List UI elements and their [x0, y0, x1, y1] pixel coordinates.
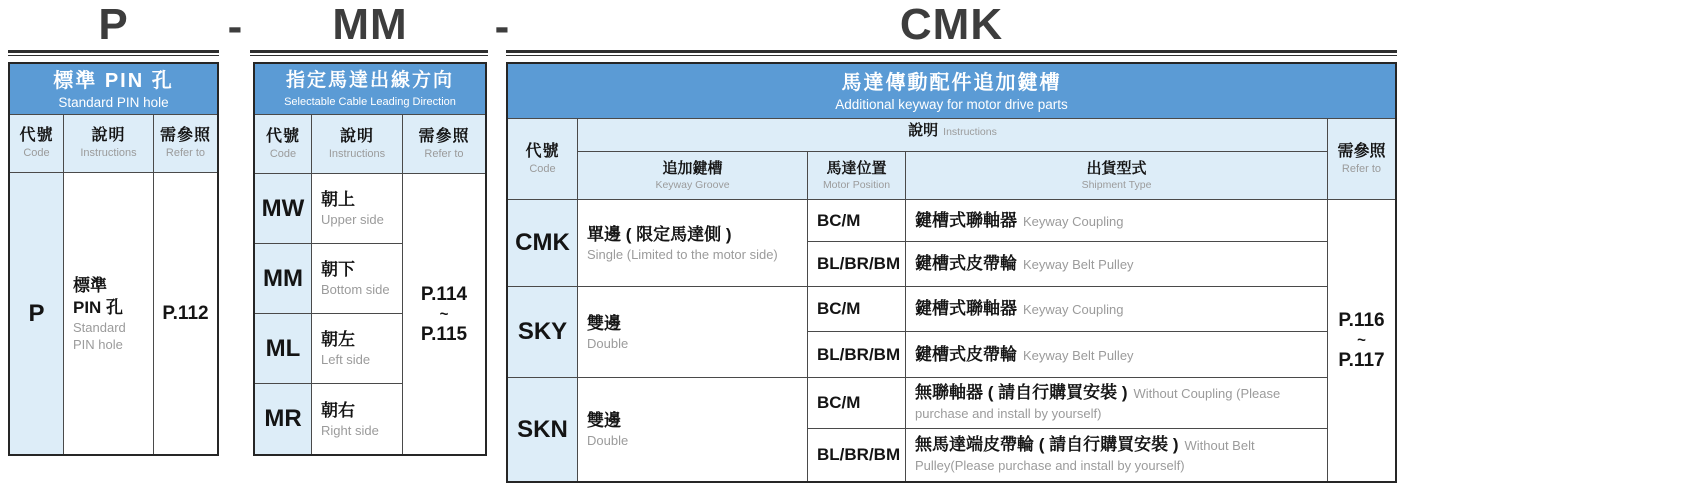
- skn-motor-position-2: [808, 429, 905, 481]
- cmk-motor-position-1: [808, 200, 905, 241]
- cmk-ship-1-en: Keyway Coupling: [1023, 213, 1124, 229]
- cable-refer-to: P.115: [420, 323, 468, 345]
- pin-instruction-cell: [64, 173, 153, 454]
- pin-instr-en-line1: Standard: [73, 319, 126, 335]
- table-header-cable-zh: 指定馬達出線方向: [285, 69, 454, 91]
- keyway-groove-cell-skn: [578, 378, 807, 481]
- cable-instruction-cell-mm: [312, 244, 402, 313]
- pin-instr-zh-line2: PIN 孔: [73, 297, 124, 317]
- keyway-code-header-zh: 代號: [525, 142, 560, 160]
- pin-refer-header-en: Refer to: [165, 147, 206, 159]
- cable-instr-header-zh: 說明: [339, 127, 374, 145]
- cable-column-header-instructions: [312, 115, 402, 173]
- cmk-pos-1: BC/M: [817, 210, 861, 230]
- keyway-instr-header-en: Instructions: [943, 126, 997, 138]
- cable-refer-cell: [403, 174, 485, 454]
- skn-ship-2-zh: 無馬達端皮帶輪 ( 請自行購買安裝 ): [915, 435, 1179, 454]
- pin-refer-header-zh: 需參照: [159, 127, 211, 144]
- keyway-column-header-code: [508, 119, 577, 199]
- sky-shipment-1: [906, 287, 1327, 331]
- keyway-instr-header-zh: 說明: [908, 122, 939, 139]
- skn-motor-position-1: [808, 378, 905, 428]
- keyway-column-header-instructions: [578, 119, 1327, 151]
- keyway-groove-cell-cmk: [578, 200, 807, 286]
- keyway-refer-header-en: Refer to: [1341, 162, 1382, 175]
- code-title-cmk: CMK: [899, 0, 1004, 49]
- cmk-ship-1-zh: 鍵槽式聯軸器: [915, 210, 1017, 230]
- cable-mw-zh: 朝上: [321, 190, 355, 209]
- keyway-code-header-en: Code: [529, 162, 556, 175]
- sky-ship-1-zh: 鍵槽式聯軸器: [915, 299, 1017, 318]
- cable-ml-en: Left side: [321, 352, 371, 367]
- skn-ship-1-zh: 無聯軸器 ( 請自行購買安裝 ): [915, 383, 1128, 402]
- cable-code-cell-mm: MM: [255, 244, 311, 313]
- cmk-shipment-1: [906, 200, 1327, 241]
- sky-groove-zh: 雙邊: [587, 313, 621, 333]
- cable-instruction-cell-mw: [312, 174, 402, 243]
- sky-groove-en: Double: [587, 335, 629, 351]
- sky-ship-1-en: Keyway Coupling: [1023, 302, 1124, 317]
- skn-shipment-2: [906, 429, 1327, 481]
- pin-instr-header-zh: 說明: [91, 127, 126, 144]
- pin-refer-value: P.112: [162, 303, 209, 324]
- keyway-code-cell-sky: SKY: [508, 287, 577, 377]
- sky-ship-2-en: Keyway Belt Pulley: [1023, 347, 1134, 363]
- table-header-pin-zh: 標準 PIN 孔: [53, 69, 174, 92]
- cable-mm-zh: 朝下: [321, 260, 355, 279]
- skn-pos-2: BL/BR/BM: [817, 445, 901, 464]
- cable-instruction-cell-mr: [312, 384, 402, 454]
- table-header-cable-en: Selectable Cable Leading Direction: [284, 95, 456, 108]
- cable-code-cell-mr: MR: [255, 384, 311, 454]
- cmk-motor-position-2: [808, 242, 905, 286]
- separator-dash-2: -: [494, 2, 510, 51]
- table-header-pin: [10, 64, 217, 114]
- cable-mm-en: Bottom side: [321, 282, 390, 297]
- table-header-keyway: [508, 64, 1395, 118]
- cmk-ship-2-en: Keyway Belt Pulley: [1023, 257, 1134, 272]
- code-title-mm: MM: [332, 0, 408, 49]
- cable-ml-zh: 朝左: [321, 330, 355, 349]
- pin-refer-cell: [154, 173, 217, 454]
- cmk-ship-2-zh: 鍵槽式皮帶輪: [915, 254, 1017, 273]
- sky-shipment-2: [906, 332, 1327, 377]
- pin-code-header-en: Code: [23, 147, 50, 159]
- pin-instr-zh-line1: 標準: [73, 275, 107, 295]
- cable-code-cell-ml: ML: [255, 314, 311, 383]
- skn-ship-1-en: Without Coupling (Please purchase and install by yourself): [915, 386, 1281, 421]
- cable-mw-en: Upper side: [321, 212, 384, 227]
- keyway-column-header-shipment: [906, 152, 1327, 199]
- skn-ship-2-en: Without Belt Pulley(Please purchase and install by yourself): [915, 438, 1255, 473]
- keyway-column-header-refer: [1328, 119, 1395, 199]
- pin-column-header-instructions: [64, 115, 153, 172]
- cable-code-header-zh: 代號: [265, 127, 300, 145]
- sky-motor-position-2: [808, 332, 905, 377]
- keyway-motor-header-en: Motor Position: [822, 179, 891, 191]
- skn-groove-en: Double: [587, 433, 629, 448]
- table-header-keyway-en: Additional keyway for motor drive parts: [835, 96, 1068, 112]
- keyway-refer-cell: [1328, 200, 1395, 481]
- keyway-table: [506, 62, 1397, 483]
- separator-dash-1: -: [227, 2, 243, 51]
- skn-shipment-1: [906, 378, 1327, 428]
- keyway-code-cell-skn: SKN: [508, 378, 577, 481]
- skn-groove-zh: 雙邊: [587, 411, 621, 430]
- pin-code-cell: P: [10, 173, 63, 454]
- cable-code-header-en: Code: [269, 147, 297, 160]
- pin-column-header-code: [10, 115, 63, 172]
- keyway-column-header-motor: [808, 152, 905, 199]
- sky-ship-2-zh: 鍵槽式皮帶輪: [915, 344, 1017, 364]
- keyway-code-cell-cmk: CMK: [508, 200, 577, 286]
- pin-instr-header-en: Instructions: [80, 147, 137, 159]
- cable-instruction-cell-ml: [312, 314, 402, 383]
- sky-pos-2: BL/BR/BM: [817, 344, 901, 364]
- pin-column-header-refer: [154, 115, 217, 172]
- title-underline-p: [8, 50, 219, 56]
- cmk-shipment-2: [906, 242, 1327, 286]
- cmk-groove-zh: 單邊 ( 限定馬達側 ): [587, 224, 732, 244]
- keyway-groove-cell-sky: [578, 287, 807, 377]
- table-header-keyway-zh: 馬達傳動配件追加鍵槽: [841, 71, 1062, 94]
- table-header-pin-en: Standard PIN hole: [58, 94, 169, 110]
- code-title-p: P: [98, 0, 129, 49]
- cable-column-header-refer: [403, 115, 485, 173]
- keyway-groove-header-en: Keyway Groove: [655, 179, 730, 191]
- cable-mr-zh: 朝右: [321, 400, 355, 420]
- cable-column-header-code: [255, 115, 311, 173]
- cable-refer-header-en: Refer to: [424, 147, 464, 160]
- sky-pos-1: BC/M: [817, 299, 861, 318]
- keyway-refer-tilde: ~: [1357, 332, 1366, 349]
- keyway-shipment-header-en: Shipment Type: [1081, 179, 1152, 191]
- keyway-refer-from: P.116: [1338, 310, 1385, 331]
- sky-motor-position-1: [808, 287, 905, 331]
- title-underline-mm: [250, 50, 488, 56]
- keyway-shipment-header-zh: 出貨型式: [1086, 160, 1147, 177]
- cable-refer-from: P.114: [420, 283, 468, 305]
- skn-pos-1: BC/M: [817, 393, 861, 412]
- table-header-cable: [255, 64, 485, 114]
- keyway-column-header-groove: [578, 152, 807, 199]
- keyway-refer-header-zh: 需參照: [1337, 142, 1386, 160]
- cable-instr-header-en: Instructions: [328, 147, 386, 160]
- standard-pin-hole-table: [8, 62, 219, 456]
- cable-refer-header-zh: 需參照: [418, 127, 470, 145]
- cmk-groove-en: Single (Limited to the motor side): [587, 246, 778, 262]
- cable-refer-tilde: ~: [439, 305, 449, 323]
- pin-code-header-zh: 代號: [19, 127, 54, 144]
- cable-mr-en: Right side: [321, 422, 379, 438]
- keyway-motor-header-zh: 馬達位置: [826, 160, 887, 177]
- cable-direction-table: [253, 62, 487, 456]
- cable-code-cell-mw: MW: [255, 174, 311, 243]
- keyway-refer-to: P.117: [1338, 350, 1385, 371]
- keyway-groove-header-zh: 追加鍵槽: [662, 160, 723, 177]
- pin-instr-en-line2: PIN hole: [73, 336, 123, 352]
- cmk-pos-2: BL/BR/BM: [817, 254, 901, 273]
- title-underline-cmk: [506, 50, 1397, 56]
